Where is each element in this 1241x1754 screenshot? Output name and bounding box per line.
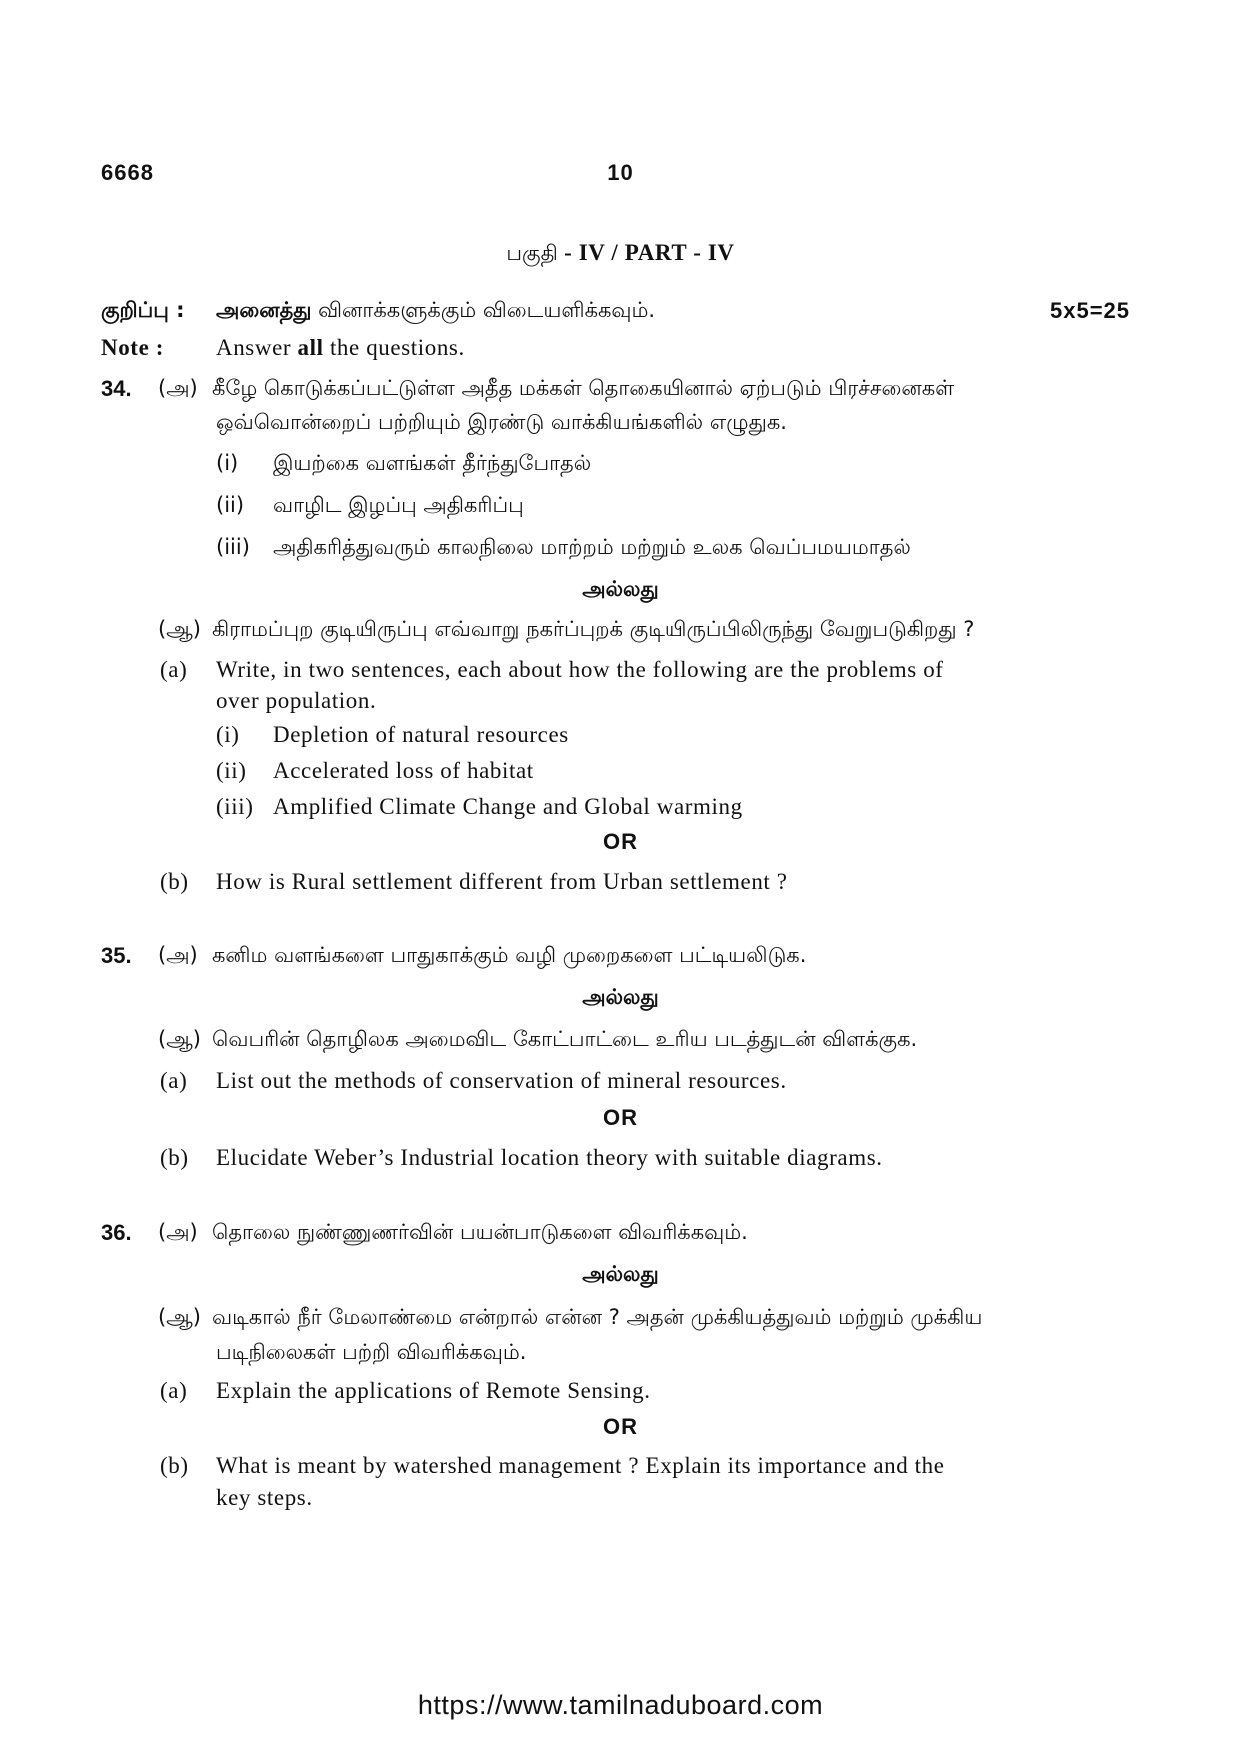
q34-en-item-2-label: (ii) (216, 758, 247, 783)
note-label-en: Note : (101, 335, 164, 360)
q36-b-tamil-line2: படிநிலைகள் பற்றி விவரிக்கவும். (216, 1340, 527, 1364)
q36-b-tamil-label: (ஆ) (158, 1305, 201, 1329)
q34-en-item-1-label: (i) (216, 722, 240, 747)
q34-en-item-3: Amplified Climate Change and Global warming (273, 794, 743, 819)
note-tamil (101, 298, 185, 325)
q34-a-en-line2: over population. (216, 688, 377, 713)
q34-tamil-item-3: அதிகரித்துவரும் காலநிலை மாற்றம் மற்றும் உலக வெப்பமயமாதல் (273, 535, 911, 559)
part-title-tamil: பகுதி (506, 241, 558, 265)
q36-a-tamil: தொலை நுண்ணுணர்வின் பயன்பாடுகளை விவரிக்கவும். (212, 1220, 748, 1244)
question-35-number: 35. (101, 943, 132, 968)
q36-b-en-label: (b) (160, 1453, 189, 1478)
q35-a-en: List out the methods of conservation of mineral resources. (216, 1068, 787, 1093)
q34-b-en: How is Rural settlement different from Urban settlement ? (216, 869, 788, 894)
q34-a-tamil-line2: ஒவ்வொன்றைப் பற்றியும் இரண்டு வாக்கியங்களில் எழுதுக. (216, 410, 787, 434)
q35-a-tamil: கனிம வளங்களை பாதுகாக்கும் வழி முறைகளை பட்டியலிடுக. (212, 943, 807, 967)
q34-b-tamil-label: (ஆ) (158, 617, 201, 641)
page-number: 10 (607, 160, 634, 185)
q36-a-en: Explain the applications of Remote Sensing. (216, 1378, 651, 1403)
q35-b-tamil: வெபரின் தொழிலக அமைவிட கோட்பாட்டை உரிய படத்துடன் விளக்குக. (212, 1027, 918, 1051)
q34-tamil-item-1: இயற்கை வளங்கள் தீர்ந்துபோதல் (273, 451, 592, 475)
q36-a-en-label: (a) (160, 1378, 188, 1403)
q34-or-en: OR (603, 829, 638, 854)
q34-or-tamil: அல்லது (582, 577, 659, 601)
q36-b-en-line2: key steps. (216, 1485, 313, 1510)
q34-en-item-1: Depletion of natural resources (273, 722, 569, 747)
q34-b-en-label: (b) (160, 869, 189, 894)
q34-tamil-item-1-label: (i) (216, 451, 239, 475)
part-title-en: - IV / PART - IV (557, 240, 735, 265)
q34-b-tamil: கிராமப்புற குடியிருப்பு எவ்வாறு நகர்ப்புறக் குடியிருப்பிலிருந்து வேறுபடுகிறது ? (212, 617, 975, 641)
q34-en-item-2: Accelerated loss of habitat (273, 758, 534, 783)
q34-tamil-item-3-label: (iii) (216, 535, 250, 559)
paper-code: 6668 (101, 160, 154, 185)
part-title (0, 240, 1241, 268)
q35-b-en-label: (b) (160, 1145, 189, 1170)
q35-a-tamil-label: (அ) (158, 943, 198, 967)
note-text-tamil: அனைத்து வினாக்களுக்கும் விடையளிக்கவும். (216, 298, 656, 322)
question-34-number: 34. (101, 376, 132, 401)
q36-a-tamil-label: (அ) (158, 1220, 198, 1244)
q34-a-en-label: (a) (160, 657, 188, 682)
q34-a-en-line1: Write, in two sentences, each about how the following are the problems of (216, 657, 944, 682)
q35-or-tamil: அல்லது (582, 985, 659, 1009)
q34-tamil-item-2: வாழிட இழப்பு அதிகரிப்பு (273, 493, 524, 517)
q34-tamil-item-2-label: (ii) (216, 493, 245, 517)
note-text-en: Answer all the questions. (216, 335, 465, 360)
q35-b-en: Elucidate Weber’s Industrial location theory with suitable diagrams. (216, 1145, 883, 1170)
q35-a-en-label: (a) (160, 1068, 188, 1093)
q34-a-tamil-line1: கீழே கொடுக்கப்பட்டுள்ள அதீத மக்கள் தொகையினால் ஏற்படும் பிரச்சனைகள் (212, 376, 955, 400)
q36-b-tamil-line1: வடிகால் நீர் மேலாண்மை என்றால் என்ன ? அதன் முக்கியத்துவம் மற்றும் முக்கிய (212, 1305, 983, 1329)
question-36-number: 36. (101, 1220, 132, 1245)
q35-or-en: OR (603, 1105, 638, 1130)
q35-b-tamil-label: (ஆ) (158, 1027, 201, 1051)
note-label-tamil: குறிப்பு : (101, 298, 185, 322)
q36-or-en: OR (603, 1414, 638, 1439)
q36-or-tamil: அல்லது (582, 1262, 659, 1286)
q34-a-tamil-label: (அ) (158, 376, 198, 400)
footer-url[interactable]: https://www.tamilnaduboard.com (417, 1690, 824, 1720)
marks-badge: 5x5=25 (1050, 298, 1131, 323)
q34-en-item-3-label: (iii) (216, 794, 254, 819)
q36-b-en-line1: What is meant by watershed management ? Explain its importance and the (216, 1453, 945, 1478)
